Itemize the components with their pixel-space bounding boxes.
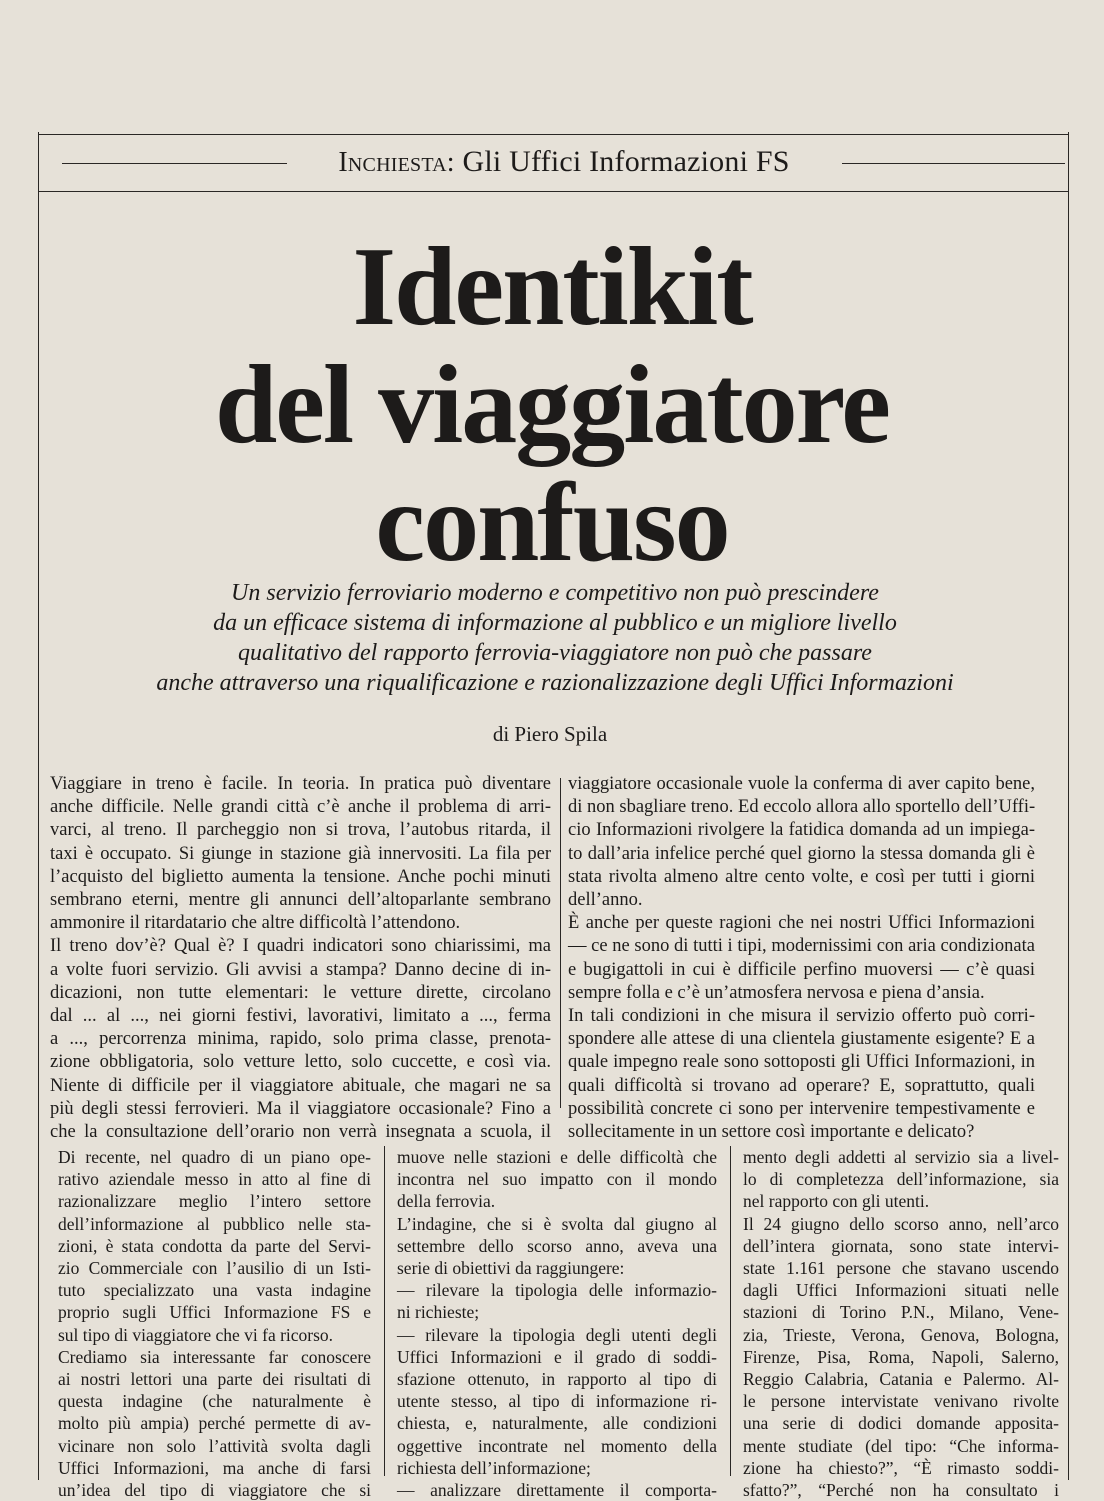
text-line: sul tipo di viaggiatore che vi fa ricorso.	[58, 1324, 334, 1345]
text-line: della ferrovia.	[397, 1191, 496, 1212]
header-rule-bottom	[38, 191, 1069, 192]
text-line: utente stesso, al tipo di informazione ri-	[397, 1391, 717, 1412]
article-subtitle	[80, 578, 1030, 698]
text-line: mento degli addetti al servizio sia a livel-	[743, 1147, 1059, 1167]
text-line: — rilevare la tipologia delle informazio-	[397, 1280, 717, 1301]
text-line: Il treno dov’è? Qual è? I quadri indicatori sono chiarissimi, ma	[50, 936, 551, 957]
article-title	[140, 225, 964, 585]
text-line: zione obbligatoria, solo vetture letto, solo cuccette, e così via.	[50, 1052, 551, 1073]
subtitle-line: anche attraverso una riqualificazione e razionalizzazione degli Uffici Informazioni	[156, 670, 954, 696]
header-rule-right	[842, 163, 1065, 164]
text-line: molto più ampia) perché permette di av-	[58, 1413, 371, 1434]
text-line: settembre dello scorso anno, aveva una	[397, 1235, 717, 1256]
text-line: tuto specializzato una vasta indagine	[58, 1280, 371, 1301]
title-line: del viaggiatore	[214, 343, 890, 467]
text-line: stata rivolta almeno altre cento volte, e così per tutti i giorni	[568, 866, 1035, 887]
lead-column-divider	[560, 778, 561, 1108]
text-line: sembrano eterni, mentre gli annunci dell’altoparlante sembrano	[50, 890, 551, 911]
text-line: a volte fuori servizio. Gli avvisi a stampa? Danno decine di in-	[50, 959, 551, 980]
text-line: Di recente, nel quadro di un piano ope-	[58, 1147, 371, 1167]
text-line: proprio sugli Uffici Informazione FS e	[58, 1302, 371, 1323]
text-line: muove nelle stazioni e delle difficoltà che	[397, 1147, 717, 1167]
body-column-3	[743, 1146, 1059, 1501]
text-line: ai nostri lettori una parte dei risultati di	[58, 1369, 371, 1390]
text-line: serie di obiettivi da raggiungere:	[397, 1258, 625, 1279]
text-line: anche difficile. Nelle grandi città c’è anche il problema di arri-	[50, 797, 551, 818]
text-line: In tali condizioni in che misura il servizio offerto può corri-	[568, 1006, 1035, 1027]
text-line: Firenze, Pisa, Roma, Napoli, Salerno,	[743, 1346, 1059, 1367]
text-line: vicinare non solo l’attività svolta dagli	[58, 1435, 371, 1456]
header-rule-left	[62, 163, 287, 164]
text-line: oggettive incontrate nel momento della	[397, 1435, 717, 1456]
text-line: l’acquisto del biglietto aumenta la tensione. Anche pochi minuti	[50, 866, 551, 887]
text-line: state 1.161 persone che stavano uscendo	[743, 1258, 1059, 1279]
text-line: L’indagine, che si è svolta dal giugno al	[397, 1213, 717, 1234]
text-line: Uffici Informazioni e il grado di soddi-	[397, 1346, 717, 1367]
text-line: Niente di difficile per il viaggiatore abituale, che magari ne sa	[50, 1075, 551, 1096]
header-rule-top	[38, 134, 1069, 135]
frame-right-rule	[1068, 132, 1069, 1480]
section-title: Gli Uffici Informazioni FS	[462, 145, 790, 178]
text-line: nel rapporto con gli utenti.	[743, 1191, 930, 1212]
section-heading	[295, 142, 833, 182]
text-line: più degli stessi ferrovieri. Ma il viaggiatore occasionale? Fino a	[50, 1098, 551, 1119]
text-line: ni richieste;	[397, 1302, 480, 1323]
text-line: cio Informazioni rivolgere la fatidica domanda ad un impiega-	[568, 820, 1035, 841]
byline: di Piero Spila	[492, 722, 608, 746]
text-line: e bugigattoli in cui è difficile perfino muoversi — c’è quasi	[568, 959, 1035, 980]
text-line: che la consultazione dell’orario non verrà insegnata a scuola, il	[50, 1122, 551, 1143]
text-line: sfatto?”, “Perché non ha consultato i	[743, 1480, 1059, 1501]
subtitle-line: da un efficace sistema di informazione al pubblico e un migliore livello	[213, 610, 897, 636]
text-line: dell’anno.	[568, 890, 643, 911]
text-line: zio Commerciale con l’ausilio di un Isti-	[58, 1258, 371, 1279]
text-line: mente studiate (del tipo: “Che informa-	[743, 1435, 1059, 1456]
title-line: confuso	[375, 461, 729, 585]
text-line: to dall’aria infelice perché quel giorno la stessa domanda gli è	[568, 843, 1035, 864]
text-line: Il 24 giugno dello scorso anno, nell’arco	[743, 1213, 1059, 1234]
text-line: dal ... al ..., nei giorni festivi, lavorativi, limitato a ..., ferma	[50, 1006, 551, 1027]
text-line: di non sbagliare treno. Ed eccolo allora allo sportello dell’Uffi-	[568, 797, 1036, 818]
body-column-2	[397, 1146, 717, 1501]
title-line: Identikit	[352, 225, 752, 349]
text-line: dicazioni, non tutte elementari: le vetture dirette, circolano	[50, 982, 551, 1003]
text-line: È anche per queste ragioni che nei nostri Uffici Informazioni	[568, 913, 1035, 934]
text-line: questa indagine (che naturalmente è	[58, 1391, 371, 1412]
text-line: sollecitamente in un settore così importante e delicato?	[568, 1122, 975, 1143]
text-line: Uffici Informazioni, ma anche di farsi	[58, 1457, 371, 1478]
text-line: zione ha chiesto?”, “È rimasto soddi-	[743, 1457, 1059, 1478]
text-line: Reggio Calabria, Catania e Palermo. Al-	[743, 1369, 1059, 1390]
text-line: varci, al treno. Il parcheggio non si trova, l’autobus ritarda, il	[50, 820, 551, 841]
text-line: dell’informazione al pubblico nelle sta-	[58, 1213, 371, 1234]
text-line: viaggiatore occasionale vuole la conferma di aver capito bene,	[568, 774, 1035, 794]
frame-left-rule	[38, 132, 39, 1480]
body-column-1	[58, 1146, 371, 1501]
text-line: Crediamo sia interessante far conoscere	[58, 1346, 371, 1367]
text-line: lo di completezza dell’informazione, sia	[743, 1169, 1059, 1190]
text-line: spondere alle attese di una clientela giustamente esigente? E a	[568, 1029, 1035, 1050]
text-line: una serie di dodici domande apposita-	[743, 1413, 1059, 1434]
text-line: possibilità concrete ci sono per intervenire tempestivamente e	[568, 1098, 1035, 1119]
subtitle-line: qualitativo del rapporto ferrovia-viaggiatore non può che passare	[238, 640, 872, 666]
text-line: dagli Uffici Informazioni situati nelle	[743, 1280, 1059, 1301]
text-line: razionalizzare meglio l’intero settore	[58, 1191, 371, 1212]
text-line: a ..., percorrenza minima, rapido, solo prima classe, prenota-	[50, 1029, 551, 1050]
text-line: dell’intera giornata, sono state intervi-	[743, 1235, 1059, 1256]
text-line: — ce ne sono di tutti i tipi, modernissimi con aria condizionata	[568, 936, 1035, 957]
text-line: le persone intervistate venivano rivolte	[743, 1391, 1059, 1412]
text-line: ammonire il ritardatario che altre difficoltà l’attendono.	[50, 913, 461, 934]
lead-column-right	[568, 773, 1035, 1144]
text-line: quali difficoltà si trovano ad operare? E, soprattutto, quali	[568, 1075, 1035, 1096]
text-line: quale impegno reale sono sottoposti gli Uffici Informazioni, in	[568, 1052, 1035, 1073]
text-line: zioni, è stata condotta da parte del Servi-	[58, 1235, 371, 1256]
text-line: chiesta, e, naturalmente, alle condizioni	[397, 1413, 717, 1434]
text-line: zia, Trieste, Verona, Genova, Bologna,	[743, 1324, 1059, 1345]
section-label: Inchiesta:	[338, 147, 455, 178]
text-line: sfazione ottenuto, in rapporto al tipo di	[397, 1369, 717, 1390]
body-column-divider	[730, 1146, 731, 1476]
subtitle-line: Un servizio ferroviario moderno e competitivo non può prescindere	[231, 580, 879, 606]
text-line: un’idea del tipo di viaggiatore che si	[58, 1480, 371, 1501]
text-line: richiesta dell’informazione;	[397, 1457, 591, 1478]
text-line: — rilevare la tipologia degli utenti degli	[397, 1324, 717, 1345]
text-line: taxi è occupato. Si giunge in stazione già innervositi. La fila per	[50, 843, 551, 864]
text-line: incontra nel suo impatto con il mondo	[397, 1169, 717, 1190]
text-line: stazioni di Torino P.N., Milano, Vene-	[743, 1302, 1059, 1323]
text-line: sempre folla e c’è un’atmosfera nervosa e piena d’ansia.	[568, 982, 985, 1003]
lead-column-left	[50, 773, 551, 1144]
text-line: rativo aziendale messo in atto al fine di	[58, 1169, 371, 1190]
text-line: — analizzare direttamente il comporta-	[397, 1480, 717, 1501]
text-line: Viaggiare in treno è facile. In teoria. In pratica può diventare	[50, 774, 551, 794]
body-column-divider	[384, 1146, 385, 1476]
